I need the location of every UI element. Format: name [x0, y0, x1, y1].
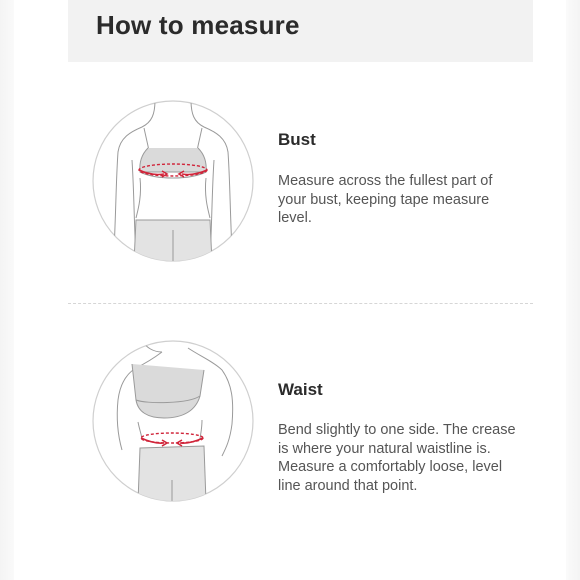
page-title: How to measure — [96, 10, 300, 40]
bust-title: Bust — [278, 130, 316, 149]
left-edge-shadow — [0, 0, 14, 580]
bust-description: Measure across the fullest part of your bust, keeping tape measure level. — [278, 173, 493, 226]
page-header — [68, 0, 533, 62]
right-edge-shadow — [566, 0, 580, 580]
bust-section — [68, 100, 533, 270]
section-divider — [68, 303, 533, 304]
waist-title: Waist — [278, 380, 323, 399]
waist-description: Bend slightly to one side. The crease is where your natural waistline is. Measure a comfortably loose, level line around that point. — [278, 422, 516, 494]
waist-section — [68, 340, 533, 510]
waist-measure-illustration-icon — [92, 340, 254, 502]
bust-measure-illustration-icon — [92, 100, 254, 262]
